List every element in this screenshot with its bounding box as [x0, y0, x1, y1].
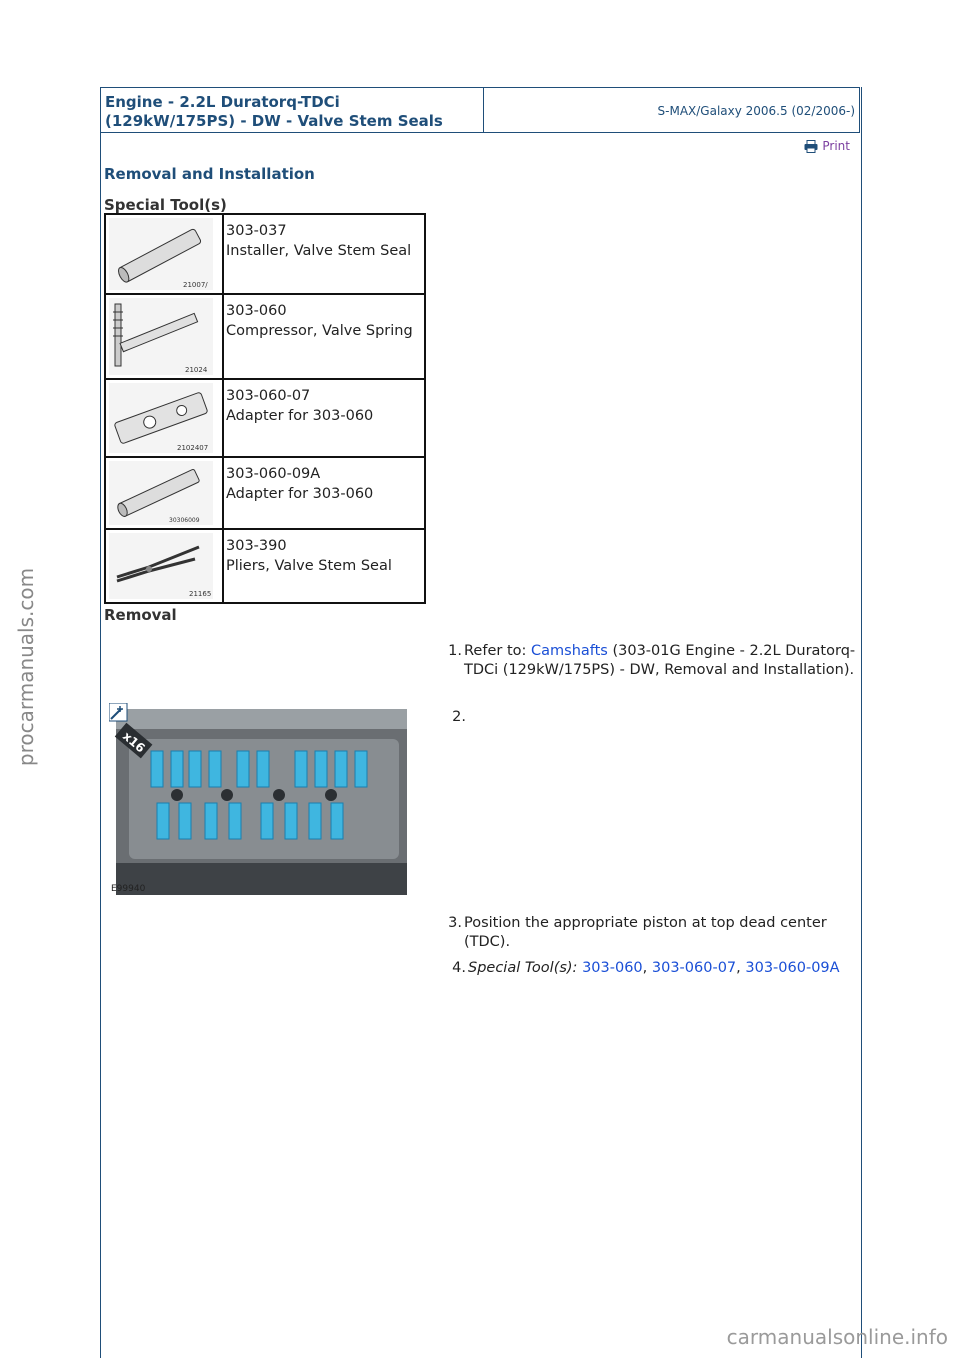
adapter-tube-illustration: [109, 461, 213, 525]
zoom-icon[interactable]: [109, 703, 127, 721]
tool-description-cell: [223, 214, 425, 294]
step-number: 3.: [448, 915, 462, 931]
step-number: 4.: [452, 960, 466, 976]
tool-description-cell: [223, 379, 425, 457]
tool-description-cell: [223, 529, 425, 603]
step-text: [468, 959, 856, 978]
tool-image-code: 21007/: [183, 281, 208, 289]
tool-number: 303-060: [226, 303, 287, 319]
page-header: [100, 87, 860, 133]
tool-number: 303-060-09A: [226, 466, 321, 482]
separator: ,: [736, 960, 746, 976]
figure-cylinder-head: [109, 703, 407, 896]
tool-image-code: 21024: [185, 366, 208, 374]
tool-link-303-060-07[interactable]: 303-060-07: [651, 960, 737, 976]
tool-link-303-060[interactable]: 303-060: [582, 960, 643, 976]
tool-number: 303-037: [226, 223, 287, 239]
special-tools-heading: Special Tool(s): [104, 196, 227, 214]
tool-row: [105, 214, 425, 294]
print-button[interactable]: [804, 139, 850, 153]
adapter-plate-illustration: [109, 383, 213, 453]
tool-image-cell: [105, 529, 223, 603]
printer-icon: [804, 140, 818, 153]
side-watermark: [6, 560, 46, 780]
step-4: [432, 959, 856, 978]
step-suffix: (303-01G Engine - 2.2L Duratorq-TDCi (129kW/175PS) - DW, Removal and Installation).: [464, 643, 856, 678]
step-text: Position the appropriate piston at top dead center (TDC).: [464, 915, 827, 950]
step-prefix: Refer to:: [464, 643, 531, 659]
camshafts-link[interactable]: Camshafts: [531, 643, 608, 659]
tool-image-cell: [105, 379, 223, 457]
valve-seal-installer-illustration: [109, 218, 213, 290]
step-3: [432, 914, 856, 952]
valve-spring-compressor-illustration: [109, 298, 213, 375]
figure-code: E99940: [111, 884, 146, 894]
tool-name: Adapter for 303-060: [226, 408, 374, 424]
tool-row: [105, 294, 425, 379]
tool-number: 303-060-07: [226, 388, 311, 404]
header-model: S-MAX/Galaxy 2006.5 (02/2006-): [657, 104, 855, 118]
footer-watermark: carmanualsonline.info: [726, 1325, 948, 1349]
tool-description-cell: [223, 294, 425, 379]
header-title-line2: (129kW/175PS) - DW - Valve Stem Seals: [105, 112, 443, 130]
tool-description-cell: [223, 457, 425, 529]
header-title-line1: Engine - 2.2L Duratorq-TDCi: [105, 93, 340, 111]
tool-name: Compressor, Valve Spring: [226, 323, 413, 339]
tool-row: [105, 529, 425, 603]
print-label: Print: [822, 139, 850, 153]
removal-heading: Removal: [104, 606, 177, 624]
header-title: [101, 88, 484, 132]
special-tools-label: Special Tool(s):: [468, 960, 578, 976]
tool-image-code: 2102407: [177, 444, 209, 452]
step-number: 2.: [452, 709, 466, 725]
tool-number: 303-390: [226, 538, 287, 554]
step-1: [432, 642, 856, 680]
cylinder-head-photo: [109, 703, 407, 896]
tool-image-cell: [105, 294, 223, 379]
tool-row: [105, 457, 425, 529]
tool-name: Installer, Valve Stem Seal: [226, 243, 412, 259]
pliers-illustration: [109, 533, 213, 599]
tool-image-code: 21165: [189, 590, 212, 598]
figure-callout: x16: [120, 728, 148, 756]
tool-image-code: 30306009: [169, 517, 200, 524]
tool-image-cell: [105, 457, 223, 529]
special-tools-table: [104, 213, 426, 604]
side-watermark-text: procarmanuals.com: [14, 567, 38, 767]
separator: ,: [642, 960, 652, 976]
tool-image-cell: [105, 214, 223, 294]
tool-link-303-060-09A[interactable]: 303-060-09A: [745, 960, 840, 976]
tool-name: Pliers, Valve Stem Seal: [226, 558, 392, 574]
step-text: [464, 642, 856, 680]
step-number: 1.: [448, 643, 462, 659]
tool-row: [105, 379, 425, 457]
tool-name: Adapter for 303-060: [226, 486, 374, 502]
section-title: Removal and Installation: [104, 165, 315, 183]
